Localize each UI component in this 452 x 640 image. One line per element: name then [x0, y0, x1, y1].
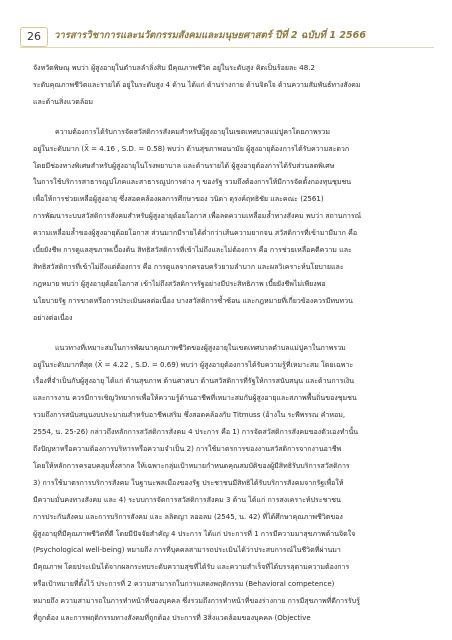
text-line: ความต้องการได้รับการจัดสวัสดิการสังคมสำหรับผู้สูงอายุในเขตเทศบาลแม่ปูคาโดยภาพรวม [55, 126, 331, 136]
article-body [33, 60, 413, 627]
text-line: นโยบายรัฐ การขาดหรือการประเมินผลต่อเนื่อง บางสวัสดิการซ้ำซ้อน และกฎหมายที่เกี่ยวข้องควรมีทบทวน [33, 295, 353, 305]
paragraph [33, 340, 413, 627]
text-line: จังหวัดพิษณุ พบว่า ผู้สูงอายุในตำบลลำลิ่งสิบ มีคุณภาพชีวิต อยู่ในระดับสูง คิดเป็นร้อยละ 48.2 [33, 63, 315, 72]
text-line: ผู้สูงอายุที่มีคุณภาพชีวิตที่ดี โดยมีปัจจัยสำคัญ 4 ประการ ได้แก่ ประการที่ 1 การมีความมาสุขภาพด้านจิตใจ [33, 528, 356, 538]
text-line: 3) การใช้มาตรการบริการสังคม ในฐานะพลเมืองของรัฐ ประชาชนมีสิทธิได้รับบริการสังคมจากรัฐเพื่อให้ [33, 477, 344, 487]
text-line: โดยให้หลักการครอบคลุมทั้งสากล ให้เฉพาะกลุ่มเป้าหมายกำหนดคุณสมบัติของผู้มีสิทธิรับบริการสวัสดิการ [33, 460, 350, 470]
text-line: หมายถึง ความสามารถในการทำหน้าที่ของบุคคล ซึ่งรวมถึงการทำหน้าที่ของร่างกาย การมีสุขภาพที่ดีการรับรู้ [33, 596, 360, 606]
text-line: เพื่อให้การช่วยเหลือผู้สูงอายุ ซึ่งสอดคล้องผลการศึกษาของ วนิดา ดุรงค์ฤทธิชัย และคณะ (2561) [33, 194, 324, 204]
text-line: กฎหมาย พบว่า ผู้สูงอายุด้อยโอกาส เข้าไม่ถึงสวัสดิการรัฐอย่างมีประสิทธิภาพ เบี้ยยังชีพไม่เพียงพอ [33, 278, 326, 288]
text-line: ระดับคุณภาพชีวิตและรายได้ อยู่ในระดับสูง 4 ด้าน ได้แก่ ด้านร่างกาย ด้านจิตใจ ด้านความสัมพันธ์ทางสังคม [33, 79, 361, 89]
text-line: การประกันสังคม และการบริการสังคม และ ลลิตญา ลออลม (2545, น. 42) ที่ได้ศึกษาคุณภาพชีวิตของ [33, 511, 343, 521]
text-line: มีความมั่นคงทางสังคม และ 4) ระบบการจัดการสวัสดิการสังคม 3 ด้าน ได้แก่ การสงเคราะห์ประชาชน [33, 494, 341, 504]
text-line: แนวทางที่เหมาะสมในการพัฒนาคุณภาพชีวิตของผู้สูงอายุในเขตเทศบาลตำบลแม่ปูคาในภาพรวม [55, 342, 346, 352]
text-line: เบี้ยยังชีพ การดูแลสุขภาพเบื้องต้น สิทธิสวัสดิการที่เข้าไม่ถึงและไม่ต้องการ คือ การช่วยเหลือคดีความ และ [33, 245, 352, 255]
text-line: อยู่ในระดับมาก (X̄ = 4.16 , S.D. = 0.58) พบว่า ด้านสุขภาพอนามัย ผู้สูงอายุต้องการได้รับความสะดวก [33, 143, 350, 153]
text-line: อยู่ในระดับมากที่สุด (X̄ = 4.22 , S.D. = 0.69) พบว่า ผู้สูงอายุต้องการได้รับความรู้ที่เหมาะสม โดยเฉพาะ [33, 359, 354, 369]
header-divider [20, 47, 434, 48]
text-line: (Psychological well-being) หมายถึง การที่บุคคลสามารถประเมินได้ว่าประสบการณ์ในชีวิตที่ผ่านมา [33, 545, 341, 555]
page-number: 26 [20, 27, 48, 47]
text-line: สิทธิสวัสดิการที่เข้าไม่ถึงแต่ต้องการ คือ การดูแลจากครอบครัวยามลำบาก และผลวิเคราะห์นโยบายและ [33, 261, 344, 271]
text-line: ในการใช้บริการสาธารณูปโภคและสาธารณูปการต่าง ๆ ของรัฐ รวมถึงต้องการให้มีการจัดตั้งกองทุนชุมชน [33, 177, 352, 187]
text-line: ถึงปัญหาหรือความต้องการบริหารหรือความจำเป็น 2) การใช้มาตรการของงานสวัสดิการจากงานอาชีพ [33, 444, 342, 454]
text-line: รวมถึงการสนับสนุนงบประมาณสำหรับอาชีพเสริม ซึ่งสอดคล้องกับ Titmuss (อ้างใน ระพีพรรณ คำหอม, [33, 410, 346, 420]
text-line: การพัฒนาระบบสวัสดิการสังคมสำหรับผู้สูงอายุด้อยโอกาส เพื่อลดความเหลื่อมล้ำทางสังคม พบว่า สถานการณ์ [33, 211, 362, 221]
text-line: ที่ถูกต้อง และการพฤติกรรมทางสังคมที่ถูกต้อง ประการที่ 3สิ่งแวดล้อมของบุคคล (Objective [33, 613, 311, 623]
text-line: และการงาน ควรมีการเชิญวิทยากรเพื่อให้ความรู้ด้านอาชีพที่เหมาะสมกับผู้สูงอายุและสภาพพื้นถิ่นของชุมชน [33, 393, 357, 403]
text-line: หรือเป้าหมายที่ตั้งไว้ ประการที่ 2 ความสามารถในการแสดงพฤติกรรม (Behavioral competence) [33, 579, 335, 589]
paragraph [33, 124, 413, 327]
text-line: อย่างต่อเนื่อง [33, 312, 73, 322]
text-line: และด้านสิ่งแวดล้อม [33, 96, 94, 106]
text-line: โดยมีช่องทางพิเศษสำหรับผู้สูงอายุในโรงพยาบาล และด้านรายได้ ผู้สูงอายุต้องการได้รับส่วนลดพิเศษ [33, 160, 335, 170]
text-line: มีคุณภาพ โดยประเมินได้จากผลกระทบระดับความสุขที่ได้รับ และความสำเร็จที่ได้บรรลุตามความต้องการ [33, 562, 350, 572]
page-header [10, 24, 442, 46]
text-line: ความเหลื่อมล้ำของผู้สูงอายุด้อยโอกาส ส่วนมากมีรายได้ต่ำกว่าเส้นความยากจน สวัสดิการที่เข้ามามีมาก คือ [33, 228, 358, 238]
text-line: 2554, น. 25-26) กล่าวถึงหลักการสวัสดิการสังคม 4 ประการ คือ 1) การจัดสวัสดิการสังคมของตัวเองทำนั้น [33, 427, 359, 437]
paragraph [33, 60, 413, 111]
text-line: เรื่องที่จำเป็นกับผู้สูงอายุ ได้แก่ ด้านสุขภาพ ด้านศาสนา ด้านสวัสดิการที่รัฐให้การสนับสนุน และด้านการเงิน [33, 376, 355, 386]
journal-title: วารสารวิชาการและนวัตกรรมสังคมและมนุษยศาสตร์ ปีที่ 2 ฉบับที่ 1 2566 [54, 30, 367, 41]
